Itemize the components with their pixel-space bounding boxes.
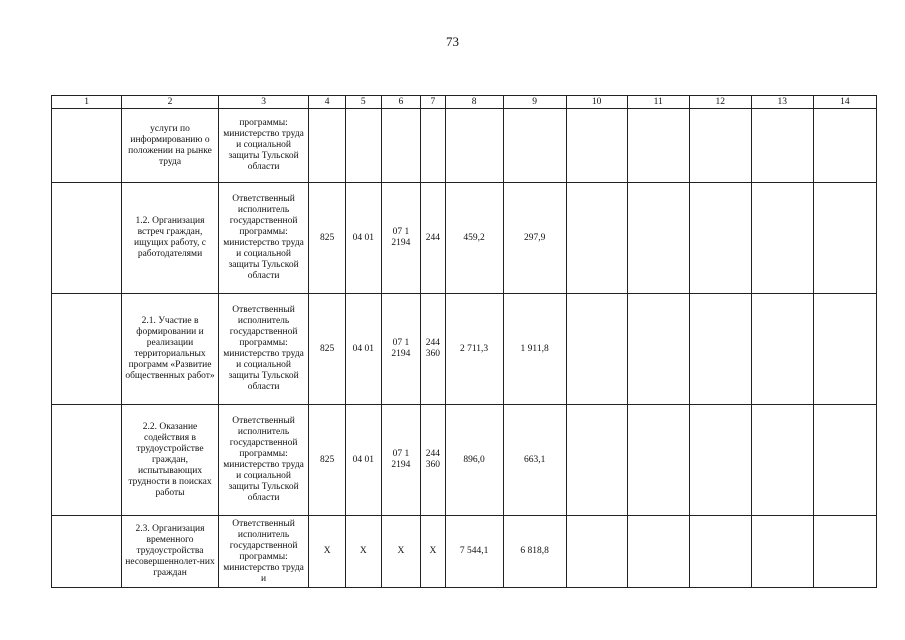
table-cell xyxy=(689,183,751,294)
column-header: 8 xyxy=(445,96,503,109)
rz-pr-cell: 04 01 xyxy=(345,294,381,405)
value-col8-cell: 459,2 xyxy=(445,183,503,294)
column-header: 7 xyxy=(421,96,445,109)
csr-cell: 07 1 2194 xyxy=(381,183,421,294)
table-cell xyxy=(751,183,813,294)
column-header: 4 xyxy=(309,96,346,109)
table-cell xyxy=(566,405,627,516)
measure-name-cell: услуги по информированию о положении на рынке труда xyxy=(122,109,219,183)
csr-cell: 07 1 2194 xyxy=(381,294,421,405)
value-col8-cell xyxy=(445,109,503,183)
table-header-row xyxy=(52,96,877,109)
column-header: 14 xyxy=(813,96,876,109)
table-cell xyxy=(751,516,813,588)
table-cell xyxy=(813,405,876,516)
budget-table xyxy=(51,95,877,588)
rz-pr-cell xyxy=(345,109,381,183)
value-col9-cell: 663,1 xyxy=(503,405,566,516)
table-row xyxy=(52,183,877,294)
column-header: 11 xyxy=(627,96,689,109)
measure-name-cell: 1.2. Организация встреч граждан, ищущих работу, с работодателями xyxy=(122,183,219,294)
value-col8-cell: 7 544,1 xyxy=(445,516,503,588)
value-col8-cell: 896,0 xyxy=(445,405,503,516)
value-col9-cell: 6 818,8 xyxy=(503,516,566,588)
table-cell xyxy=(566,294,627,405)
measure-name-cell: 2.1. Участие в формировании и реализации территориальных программ «Развитие общественных работ» xyxy=(122,294,219,405)
grbs-cell: 825 xyxy=(309,405,346,516)
column-header: 1 xyxy=(52,96,122,109)
table-cell xyxy=(566,183,627,294)
column-header: 5 xyxy=(345,96,381,109)
value-col8-cell: 2 711,3 xyxy=(445,294,503,405)
table-cell xyxy=(52,109,122,183)
executor-cell: Ответственный исполнитель государственной программы: министерство труда и социальной защиты Тульской области xyxy=(218,405,309,516)
column-header: 2 xyxy=(122,96,219,109)
vr-cell xyxy=(421,109,445,183)
column-header: 9 xyxy=(503,96,566,109)
table-cell xyxy=(52,183,122,294)
table-cell xyxy=(627,405,689,516)
table-cell xyxy=(52,516,122,588)
table-cell xyxy=(52,294,122,405)
csr-cell: Х xyxy=(381,516,421,588)
grbs-cell: 825 xyxy=(309,294,346,405)
value-col9-cell: 1 911,8 xyxy=(503,294,566,405)
table-cell xyxy=(689,516,751,588)
table-cell xyxy=(52,405,122,516)
measure-name-cell: 2.2. Оказание содействия в трудоустройстве граждан, испытывающих трудности в поисках работы xyxy=(122,405,219,516)
grbs-cell: 825 xyxy=(309,183,346,294)
table-row xyxy=(52,516,877,588)
rz-pr-cell: 04 01 xyxy=(345,405,381,516)
table-cell xyxy=(813,109,876,183)
table-cell xyxy=(751,109,813,183)
table-cell xyxy=(751,405,813,516)
vr-cell: Х xyxy=(421,516,445,588)
table-cell xyxy=(627,516,689,588)
table-cell xyxy=(813,183,876,294)
measure-name-cell: 2.3. Организация временного трудоустройства несовершеннолет-них граждан xyxy=(122,516,219,588)
csr-cell xyxy=(381,109,421,183)
executor-cell: Ответственный исполнитель государственной программы: министерство труда и социальной защиты Тульской области xyxy=(218,294,309,405)
table-cell xyxy=(627,294,689,405)
vr-cell: 244 xyxy=(421,183,445,294)
table-cell xyxy=(689,109,751,183)
table-row xyxy=(52,405,877,516)
vr-cell: 244 360 xyxy=(421,294,445,405)
table-row xyxy=(52,109,877,183)
grbs-cell: Х xyxy=(309,516,346,588)
table-cell xyxy=(813,294,876,405)
column-header: 13 xyxy=(751,96,813,109)
table-row xyxy=(52,294,877,405)
table-cell xyxy=(627,183,689,294)
value-col9-cell xyxy=(503,109,566,183)
column-header: 3 xyxy=(218,96,309,109)
value-col9-cell: 297,9 xyxy=(503,183,566,294)
column-header: 10 xyxy=(566,96,627,109)
column-header: 12 xyxy=(689,96,751,109)
table-cell xyxy=(751,294,813,405)
rz-pr-cell: 04 01 xyxy=(345,183,381,294)
column-header: 6 xyxy=(381,96,421,109)
csr-cell: 07 1 2194 xyxy=(381,405,421,516)
rz-pr-cell: Х xyxy=(345,516,381,588)
executor-cell: Ответственный исполнитель государственной программы: министерство труда и социальной защиты Тульской области xyxy=(218,183,309,294)
executor-cell: Ответственный исполнитель государственной программы: министерство труда и xyxy=(218,516,309,588)
table-cell xyxy=(627,109,689,183)
page-number: 73 xyxy=(446,34,459,49)
table-cell xyxy=(813,516,876,588)
table-cell xyxy=(689,294,751,405)
grbs-cell xyxy=(309,109,346,183)
vr-cell: 244 360 xyxy=(421,405,445,516)
executor-cell: программы: министерство труда и социальной защиты Тульской области xyxy=(218,109,309,183)
table-cell xyxy=(689,405,751,516)
table-cell xyxy=(566,516,627,588)
table-cell xyxy=(566,109,627,183)
